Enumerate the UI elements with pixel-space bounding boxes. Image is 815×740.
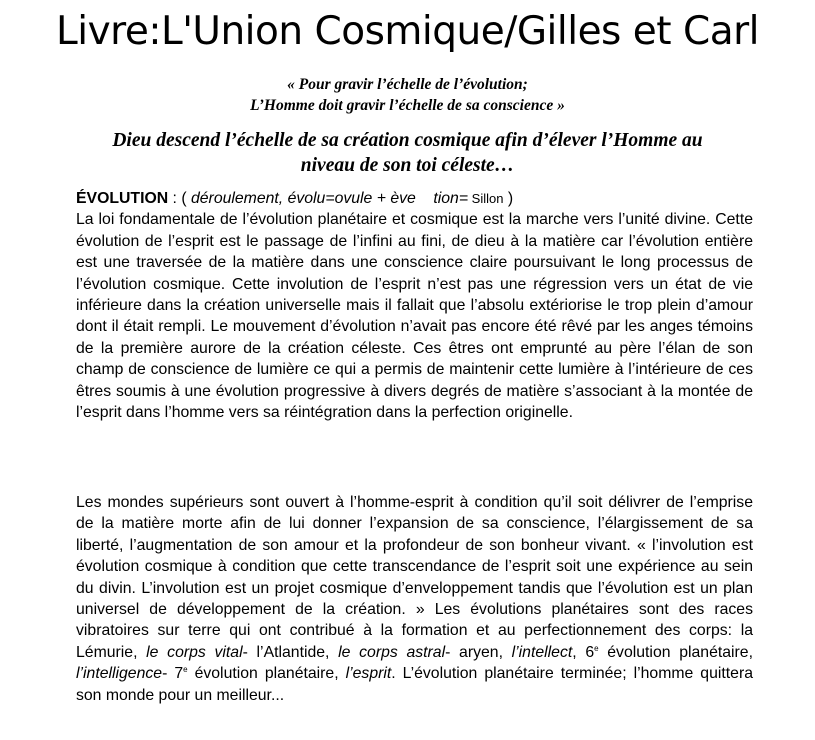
definition-close: ) bbox=[503, 190, 514, 207]
p2-italic-vital: le corps vital bbox=[146, 643, 243, 661]
p2-sup-2: e bbox=[183, 665, 188, 675]
term-evolution: ÉVOLUTION bbox=[76, 190, 169, 207]
p2-text-8: . L’évolution planétaire terminée; l’homme quittera son monde pour un meilleur... bbox=[76, 665, 754, 704]
definition-open: : ( bbox=[168, 190, 191, 207]
quote-line-1: « Pour gravir l’échelle de l’évolution; bbox=[287, 76, 528, 93]
page-title: Livre:L'Union Cosmique/Gilles et Carl bbox=[56, 9, 759, 54]
p2-text-3: - aryen, bbox=[445, 643, 512, 661]
paragraph-evolution-definition bbox=[76, 188, 753, 423]
p2-italic-astral: le corps astral bbox=[338, 643, 446, 661]
p2-text-6: - 7 bbox=[162, 665, 184, 683]
p2-text-1: Les mondes supérieurs sont ouvert à l’homme-esprit à condition qu’il soit délivrer de l’emprise de la matière morte afin de lui donner l’expansion de sa conscience, l’élargissement de sa liberté, l’augmentation de son amour et la profondeur de son bonheur vivant. « l’involution est évolution cosmique à condition que cette transcendance de l’esprit soit une expérience au sein du divin. L’involution est un projet cosmique d’enveloppement tandis que l’évolution est un plan universel de développement de la création. » Les évolutions planétaires sont des races vibratoires sur terre qui ont contribué à la formation et au perfectionnement des corps: la Lémurie, bbox=[76, 494, 753, 661]
definition-sillon: Sillon bbox=[468, 191, 504, 206]
p2-text-2: - l’Atlantide, bbox=[242, 643, 339, 661]
p2-text-4: , 6 bbox=[572, 643, 595, 661]
p2-italic-intellect: l’intellect bbox=[511, 643, 573, 661]
subtitle-line-1: Dieu descend l’échelle de sa création cosmique afin d’élever l’Homme au bbox=[112, 130, 703, 151]
subtitle-line-2: niveau de son toi céleste… bbox=[300, 155, 515, 176]
paragraph-higher-worlds bbox=[76, 492, 753, 706]
subtitle bbox=[0, 128, 815, 178]
p2-sup-1: e bbox=[594, 643, 599, 653]
p2-italic-intelligence: l’intelligence bbox=[76, 665, 163, 683]
p2-text-5: évolution planétaire, bbox=[598, 643, 753, 661]
p2-text-7: évolution planétaire, bbox=[187, 665, 346, 683]
definition-line bbox=[76, 188, 753, 209]
definition-etymology: déroulement, évolu=ovule + ève tion= bbox=[190, 190, 469, 207]
epigraph-quote bbox=[0, 74, 815, 116]
quote-line-2: L’Homme doit gravir l’échelle de sa conscience » bbox=[250, 97, 565, 114]
paragraph-1-text: La loi fondamentale de l’évolution planétaire et cosmique est la marche vers l’unité divine. Cette évolution de l’esprit est le passage de l’infini au fini, de dieu à la matière car l’évolution entière est une traversée de la matière dans une conscience claire poursuivant le long processus de l’évolution cosmique. Cette involution de l’esprit n’est pas une régression vers un état de vie inférieure dans la création universelle mais il fallait que l’absolu extériorise le trop plein d’amour dont il était rempli. Le mouvement d’évolution n’avait pas encore été rêvé par les anges témoins de la première aurore de la création céleste. Ces êtres ont emprunté au père l’élan de son champ de conscience de lumière ce qui a permis de maintenir cette lumière à l’intérieure de ces êtres soumis à une évolution progressive à divers degrés de matière s’associant à la montée de l’esprit dans l’homme vers sa réintégration dans la perfection originelle. bbox=[76, 211, 753, 422]
p2-italic-esprit: l’esprit bbox=[345, 665, 392, 683]
